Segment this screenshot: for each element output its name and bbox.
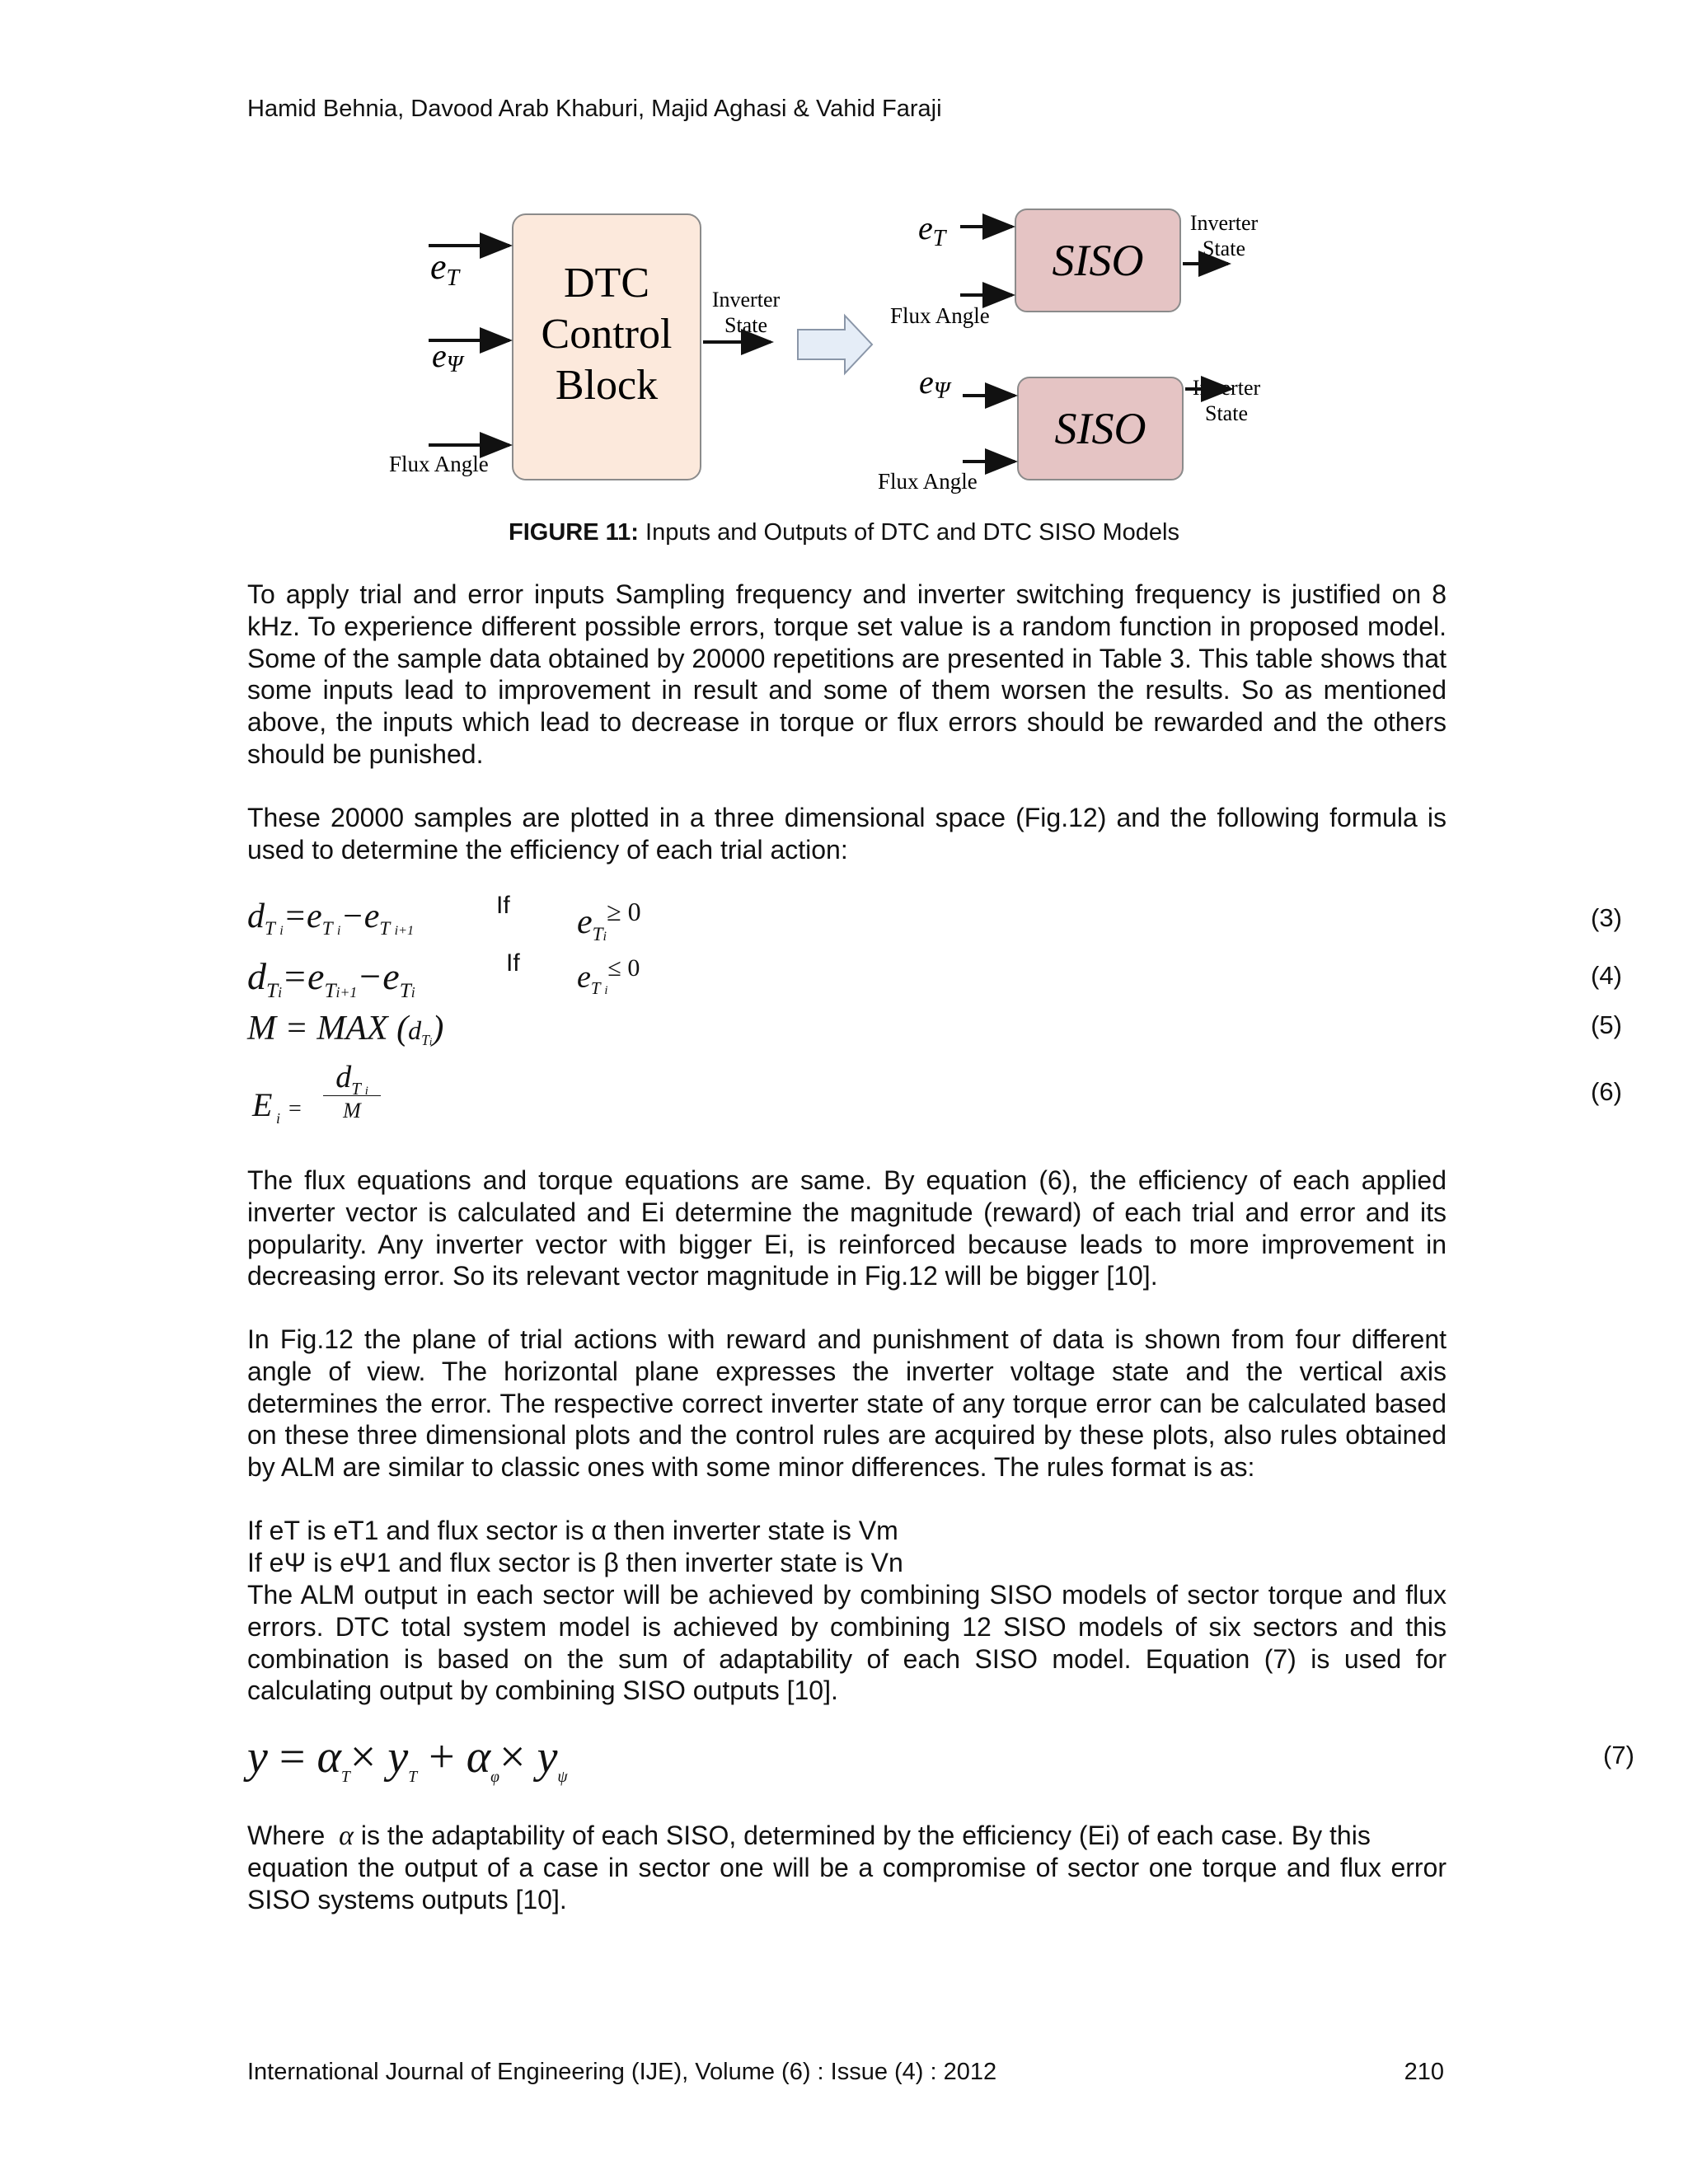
eq3-number: (3) xyxy=(1591,903,1622,932)
dtc-output-line-1: Inverter xyxy=(711,288,781,312)
transform-arrow xyxy=(798,316,872,373)
siso-top-input-flux: Flux Angle xyxy=(890,303,990,328)
equation-7 xyxy=(247,1731,1634,1788)
siso-bottom-input-ePsi: eΨ xyxy=(919,363,950,404)
eq3-if: If xyxy=(496,892,510,919)
eq3-lhs: $d_{T i}=e_{T i}-e_{T i+1}$ xyxy=(247,898,415,940)
siso-bottom-input-flux: Flux Angle xyxy=(878,469,978,494)
siso-top-input-eT: $e_T$ xyxy=(918,209,946,251)
eq4-condition: $e_{T i}^{\le 0}$ xyxy=(577,954,640,999)
figure-caption-text: Inputs and Outputs of DTC and DTC SISO Models xyxy=(638,519,1179,546)
eq6-number: (6) xyxy=(1591,1077,1622,1106)
figure-caption-label: FIGURE 11: xyxy=(509,519,639,546)
paragraph-2: These 20000 samples are plotted in a three dimensional space (Fig.12) and the following formula is used to determine the efficiency of each trial action: xyxy=(247,803,1447,865)
eq4-number: (4) xyxy=(1591,961,1622,990)
paragraph-6-line-1 xyxy=(247,1820,1447,1853)
siso-top-output-line-2: State xyxy=(1203,237,1245,260)
eq7-number: (7) xyxy=(1603,1741,1634,1769)
eq5-expression: M = MAX $(d_{Ti})$ xyxy=(247,1010,444,1049)
dtc-title-line-3: Block xyxy=(555,362,659,409)
input-label-eT: eT xyxy=(430,246,460,291)
eq6-fraction-bar xyxy=(323,1095,381,1096)
siso-bottom-output-line-2: State xyxy=(1205,401,1248,425)
dtc-siso-diagram xyxy=(371,198,1319,503)
rule-2: If eΨ is eΨ1 and flux sector is β then inverter state is Vn xyxy=(247,1548,903,1577)
figure-11 xyxy=(371,198,1319,503)
footer-journal: International Journal of Engineering (IJE), Volume (6) : Issue (4) : 2012 xyxy=(247,2059,997,2085)
equation-5 xyxy=(247,1009,1622,1050)
input-label-ePsi: eΨ xyxy=(432,337,463,377)
figure-caption xyxy=(247,519,1441,546)
paragraph-5: The ALM output in each sector will be achieved by combining SISO models of sector torque and flux errors. DTC total system model is achieved by combining 12 SISO models of six sectors and this combination is based on the sum of adaptability of each SISO model. Equation (7) is used for calculating output by combining SISO outputs [10]. xyxy=(247,1580,1447,1706)
siso-bottom-label: SISO xyxy=(1054,404,1146,453)
paragraph-4: In Fig.12 the plane of trial actions with reward and punishment of data is shown from four different angle of view. The horizontal plane expresses the inverter voltage state and the vertical axis determines the error. The respective correct inverter state of any torque error can be calculated based on these three dimensional plots and the control rules are acquired by these plots, also rules obtained by ALM are similar to classic ones with some minor differences. The rules format is as: xyxy=(247,1324,1447,1483)
paragraph-1: To apply trial and error inputs Sampling frequency and inverter switching frequency is justified on 8 kHz. To experience different possible errors, torque set value is a random function in proposed model. Some of the sample data obtained by 20000 repetitions are presented in Table 3. This table shows that some inputs lead to improvement in result and some of them worsen the results. So as mentioned above, the inputs which lead to decrease in torque or flux errors should be rewarded and the others should be punished. xyxy=(247,579,1447,769)
dtc-title-line-2: Control xyxy=(541,311,673,358)
eq3-condition: $e_{Ti}^{\ge 0}$ xyxy=(577,897,641,945)
eq5-number: (5) xyxy=(1591,1010,1622,1039)
page-number: 210 xyxy=(1404,2059,1444,2085)
footer xyxy=(247,2059,1444,2086)
siso-top-output-line-1: Inverter xyxy=(1189,211,1259,235)
equation-6 xyxy=(247,1059,1622,1137)
siso-top-label: SISO xyxy=(1052,236,1144,285)
eq4-lhs: $d_{Ti}=e_{Ti+1}-e_{Ti}$ xyxy=(247,955,415,1003)
eq4-if: If xyxy=(506,949,520,977)
running-header: Hamid Behnia, Davood Arab Khaburi, Majid Aghasi & Vahid Faraji xyxy=(247,96,942,122)
paragraph-6-first: is the adaptability of each SISO, determined by the efficiency (Ei) of each case. By this xyxy=(354,1821,1371,1850)
equation-4 xyxy=(247,949,1622,1003)
dtc-title-line-1: DTC xyxy=(564,260,649,307)
alpha-symbol: α xyxy=(339,1821,354,1851)
eq6-numerator: $d_{T i}$ xyxy=(335,1060,368,1099)
paragraph-3: The flux equations and torque equations are same. By equation (6), the efficiency of each applied inverter vector is calculated and Ei determine the magnitude (reward) of each trial and error and its popularity. Any inverter vector with bigger Ei, is reinforced because leads to more improvement in decreasing error. So its relevant vector magnitude in Fig.12 will be bigger [10]. xyxy=(247,1165,1447,1291)
eq6-denominator: M xyxy=(343,1099,361,1122)
siso-bottom-output-line-1: Inverter xyxy=(1192,376,1261,400)
input-label-flux: Flux Angle xyxy=(389,452,489,476)
eq6-lhs: E $_i$ = xyxy=(252,1086,302,1127)
dtc-output-line-2: State xyxy=(724,313,767,337)
paragraph-6-rest: equation the output of a case in sector one will be a compromise of sector one torque and flux error SISO systems outputs [10]. xyxy=(247,1853,1447,1915)
eq7-expression: $y = \alpha_T\times y_T + \alpha_\varphi\times y_\psi$ xyxy=(247,1732,568,1787)
paragraph-6-word: Where xyxy=(247,1821,326,1850)
equation-3 xyxy=(247,892,1622,945)
rule-1: If eT is eT1 and flux sector is α then inverter state is Vm xyxy=(247,1516,898,1545)
